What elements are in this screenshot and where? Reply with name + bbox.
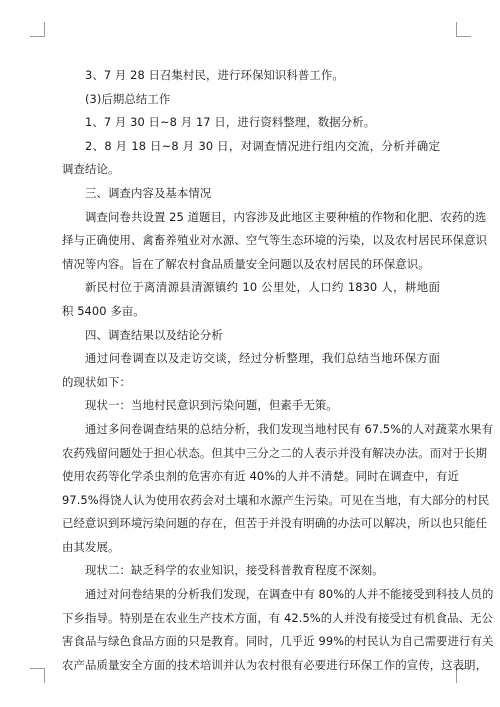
text-line: 情况等内容。旨在了解农村食品质量安全问题以及农村居民的环保意识。 xyxy=(62,256,430,271)
text-line: 择与正确使用、禽畜养殖业对水源、空气等生态环境的污染，以及农村居民环保意识 xyxy=(62,233,488,248)
text-line: 使用农药等化学杀虫剂的危害亦有近 40%的人并不清楚。同时在调查中，有近 xyxy=(62,469,460,484)
text-line: (3)后期总结工作 xyxy=(85,91,171,106)
paragraph-findings-intro xyxy=(62,347,440,394)
text-line: 通过对问卷结果的分析我们发现，在调查中有 80%的人并不能接受到科技人员的 xyxy=(85,587,494,602)
text-line: 四、调查结果以及结论分析 xyxy=(85,327,223,342)
heading-status-1 xyxy=(62,394,440,418)
text-line: 下乡指导。特别是在农业生产技术方面，有 42.5%的人并没有接受过有机食品、无公 xyxy=(62,610,494,625)
text-line: 97.5%得饶人认为使用农药会对土壤和水源产生污染。可见在当地，有大部分的村民 xyxy=(62,492,490,507)
text-line: 新民村位于离清源县清源镇约 10 公里处，人口约 1830 人，耕地面积 5400 多亩。 xyxy=(62,280,440,318)
crop-mark-bottom-left xyxy=(30,668,45,683)
text-line: 三、调查内容及基本情况 xyxy=(85,185,212,200)
text-line: 现状一：当地村民意识到污染问题，但素手无策。 xyxy=(85,398,338,413)
text-line: 调查问卷共设置 25 道题目，内容涉及此地区主要种植的作物和化肥、农药的选 xyxy=(85,209,487,224)
paragraph-status-1-analysis xyxy=(62,418,494,560)
paragraph-survey-content xyxy=(62,206,488,277)
crop-mark-top-right xyxy=(456,22,471,37)
heading-status-2 xyxy=(62,559,440,583)
text-line: 3、7 月 28 日召集村民，进行环保知识科普工作。 xyxy=(85,68,344,82)
paragraph-summary-step-1 xyxy=(62,111,440,135)
text-line: 通过多问卷调查结果的总结分析，我们发现当地村民有 67.5%的人对蔬菜水果有 xyxy=(85,421,494,436)
text-line: 2、8 月 18 日~8 月 30 日，对调查情况进行组内交流，分析并确定调查结论。 xyxy=(62,138,440,177)
paragraph-summary-step-2 xyxy=(62,135,440,182)
text-line: 农药残留问题处于担心状态。但其中三分之二的人表示并没有解决办法。而对于长期 xyxy=(62,445,488,460)
text-line: 农产品质量安全方面的技术培训并认为农村很有必要进行环保工作的宣传，这表明， xyxy=(62,657,488,672)
text-line: 通过问卷调查以及走访交谈，经过分析整理，我们总结当地环保方面的现状如下： xyxy=(62,351,440,389)
text-line: 害食品与绿色食品方面的只是教育。同时，几乎近 99%的村民认为自己需要进行有关 xyxy=(62,634,494,649)
paragraph-status-2-analysis xyxy=(62,583,494,677)
text-line: 已经意识到环境污染问题的存在，但苦于并没有明确的办法可以解决，所以也只能任 xyxy=(62,516,488,531)
paragraph-village-info xyxy=(62,276,440,323)
text-line: 现状二：缺乏科学的农业知识，接受科普教育程度不深刻。 xyxy=(85,563,384,578)
paragraph-step-3 xyxy=(62,64,440,88)
text-line: 由其发展。 xyxy=(62,539,120,554)
heading-section-4 xyxy=(62,324,440,348)
crop-mark-top-left xyxy=(30,22,45,37)
document-body xyxy=(62,64,494,677)
heading-later-summary xyxy=(62,88,440,112)
heading-section-3 xyxy=(62,182,440,206)
text-line: 1、7 月 30 日~8 月 17 日，进行资料整理，数据分析。 xyxy=(85,115,376,130)
